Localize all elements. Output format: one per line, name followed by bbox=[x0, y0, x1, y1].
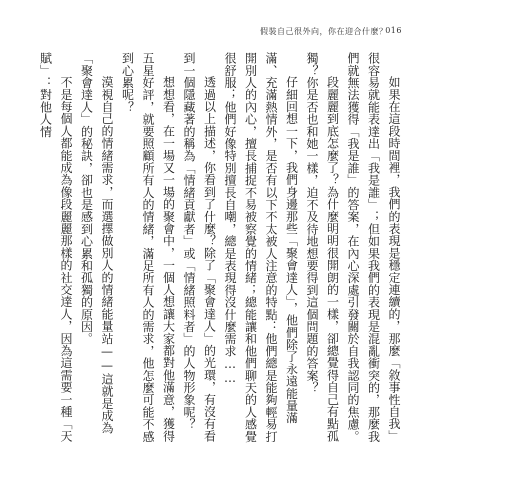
paragraph: 想想看，在一場又一場的聚會中，一個人想讓大家都對他滿意，獲得五星好評，就要照顧所有人的情緒，滿足所有人的需求，他怎麼可能不感到心累呢？ bbox=[120, 52, 176, 443]
running-title: 假裝自己很外向，你在迎合什麼？ bbox=[260, 27, 388, 36]
paragraph: 仔細回想一下，我們身邊那些「聚會達人」，他們除了永遠能量滿滿、充滿熱情外，是否有以下不太被人注意的特點：他們總是能夠輕易打開別人的內心，擅長捕捉不易被察覺的情緒；總能讓和他們聊天的人感覺很舒服；他們好像特別擅長自嘲，總是表現得沒什麼需求…… bbox=[223, 52, 299, 443]
paragraph: 透過以上描述，你看到了什麼？除了「聚會達人」的光環，有沒有看到一個隱藏著的稱為「情緒貢獻者」或「情緒照料者」的人物形象呢？ bbox=[182, 52, 217, 442]
paragraph: 漠視自己的情緒需求，而選擇做別人的情緒能量站——這就是成為「聚會達人」的秘訣，卻也是感到心累和孤獨的原因。 bbox=[79, 52, 114, 434]
body-text bbox=[35, 52, 404, 444]
paragraph: 如果在這段時間裡，我們的表現是穩定連續的，那麼「敘事性自我」很容易就能表達出「我是誰」；但如果我們的表現是混亂衝突的，那麼我們就無法獲得「我是誰」的答案，在內心深處引發關於自我認同的焦慮。 bbox=[346, 52, 401, 443]
paragraph: 段麗麗到底怎麼了？為什麼明明很開朗的一樣，卻總覺得自己有點孤獨？你是否也和她一樣，迫不及待地想要得到這個問題的答案？ bbox=[305, 52, 340, 442]
paragraph: 不是每個人都能成為像段麗麗那樣的社交達人，因為這需要一種「天賦」：對他人情 bbox=[38, 52, 73, 442]
page-number: 016 bbox=[385, 26, 402, 35]
